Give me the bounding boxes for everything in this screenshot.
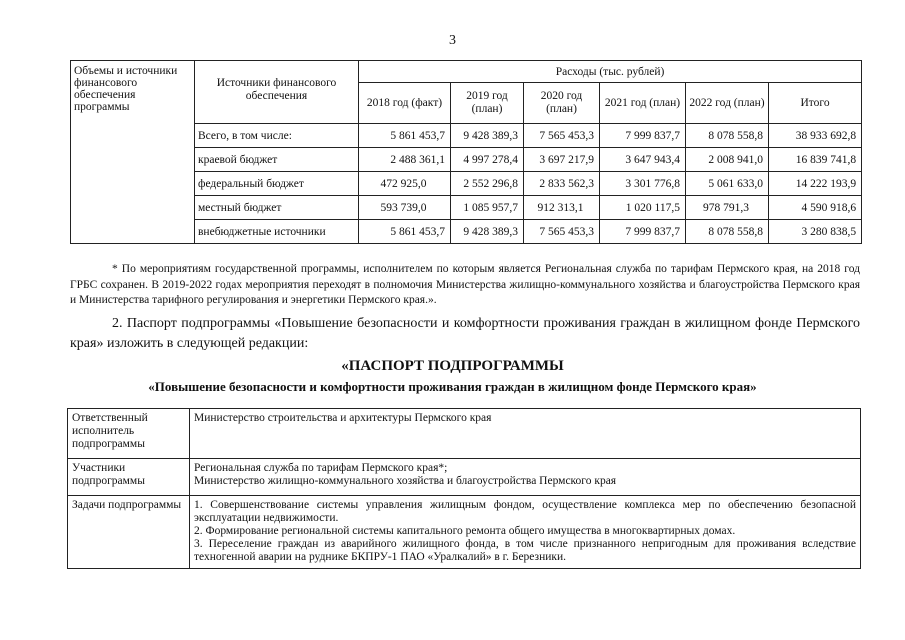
passport-subheading: «Повышение безопасности и комфортности проживания граждан в жилищном фонде Пермского края» [148, 379, 757, 394]
cell-value: 5 861 453,7 [359, 124, 451, 148]
cell-value: 16 839 741,8 [769, 148, 862, 172]
paragraph-text: 2. Паспорт подпрограммы «Повышение безопасности и комфортности проживания граждан в жилищном фонде Пермского края» изложить в следующей редакции: [70, 316, 860, 351]
task-item: 2. Формирование региональной системы капитального ремонта общего имущества в многоквартирных домах. [194, 525, 736, 537]
task-item: 1. Совершенствование системы управления жилищным фондом, осуществление комплекса мер по обеспечению безопасной эксплуатации недвижимости. [194, 499, 856, 524]
cell-value: 472 925,0 [359, 172, 451, 196]
cell-value: 978 791,3 [686, 196, 769, 220]
year-header: 2020 год (план) [524, 83, 600, 124]
year-header: 2022 год (план) [686, 83, 769, 124]
cell-value: 38 933 692,8 [769, 124, 862, 148]
cell-value: 7 565 453,3 [524, 124, 600, 148]
cell-value: 4 997 278,4 [451, 148, 524, 172]
cell-value: 1 020 117,5 [600, 196, 686, 220]
body-paragraph [70, 314, 860, 354]
row-label: федеральный бюджет [195, 172, 359, 196]
row-label: Всего, в том числе: [195, 124, 359, 148]
cell-value: 9 428 389,3 [451, 124, 524, 148]
page-number: 3 [449, 33, 456, 48]
table-row [68, 459, 861, 496]
cell-value: 2 008 941,0 [686, 148, 769, 172]
year-header: 2018 год (факт) [359, 83, 451, 124]
table-row [68, 496, 861, 569]
cell-value: 9 428 389,3 [451, 220, 524, 244]
cell-value: 3 301 776,8 [600, 172, 686, 196]
cell-value: 8 078 558,8 [686, 124, 769, 148]
cell-value: 2 488 361,1 [359, 148, 451, 172]
year-header: 2019 год (план) [451, 83, 524, 124]
cell-value: 14 222 193,9 [769, 172, 862, 196]
cell-value: 7 999 837,7 [600, 124, 686, 148]
footnote-text: * По мероприятиям государственной программы, исполнителем по которым является Региональная служба по тарифам Пермского края, на 2018 год ГРБС сохранен. В 2019-2022 годах мероприятия переходят в полномочия Министерства жилищно-коммунального хозяйства и благоустройства Пермского края и Министерства тарифного регулирования и энергетики Пермского края.». [70, 263, 860, 306]
row-label: местный бюджет [195, 196, 359, 220]
total-header: Итого [769, 83, 862, 124]
passport-table [67, 408, 861, 569]
cell-value: 7 565 453,3 [524, 220, 600, 244]
cell-value: 593 739,0 [359, 196, 451, 220]
expenses-header: Расходы (тыс. рублей) [359, 61, 862, 83]
task-item: 3. Переселение граждан из аварийного жилищного фонда, в том числе признанного непригодным для проживания вследствие техногенной аварии на руднике БКПРУ-1 ПАО «Уралкалий» в г. Березники. [194, 538, 856, 563]
cell-value: 5 061 633,0 [686, 172, 769, 196]
cell-value: 912 313,1 [524, 196, 600, 220]
year-header: 2021 год (план) [600, 83, 686, 124]
row-label: Ответственный исполнитель подпрограммы [68, 409, 190, 459]
finance-sources-header: Источники финансового обеспечения [195, 61, 359, 124]
cell-value: 3 697 217,9 [524, 148, 600, 172]
row-label: Участники подпрограммы [68, 459, 190, 496]
row-line: Региональная служба по тарифам Пермского края*; [194, 462, 448, 474]
finance-objects-label: Объемы и источники финансового обеспечения программы [71, 61, 195, 244]
cell-value: 2 833 562,3 [524, 172, 600, 196]
cell-value: 3 280 838,5 [769, 220, 862, 244]
row-label: внебюджетные источники [195, 220, 359, 244]
cell-value: 3 647 943,4 [600, 148, 686, 172]
cell-value: 5 861 453,7 [359, 220, 451, 244]
row-content [190, 409, 861, 459]
row-line: Министерство жилищно-коммунального хозяйства и благоустройства Пермского края [194, 475, 617, 487]
cell-value: 4 590 918,6 [769, 196, 862, 220]
row-content [190, 459, 861, 496]
footnote [70, 262, 860, 309]
cell-value: 7 999 837,7 [600, 220, 686, 244]
cell-value: 1 085 957,7 [451, 196, 524, 220]
cell-value: 8 078 558,8 [686, 220, 769, 244]
row-label: краевой бюджет [195, 148, 359, 172]
cell-value: 2 552 296,8 [451, 172, 524, 196]
table-row [68, 409, 861, 459]
row-label: Задачи подпрограммы [68, 496, 190, 569]
finance-table [70, 60, 862, 244]
row-line: Министерство строительства и архитектуры Пермского края [194, 412, 492, 424]
row-content [190, 496, 861, 569]
passport-heading: «ПАСПОРТ ПОДПРОГРАММЫ [341, 358, 564, 374]
